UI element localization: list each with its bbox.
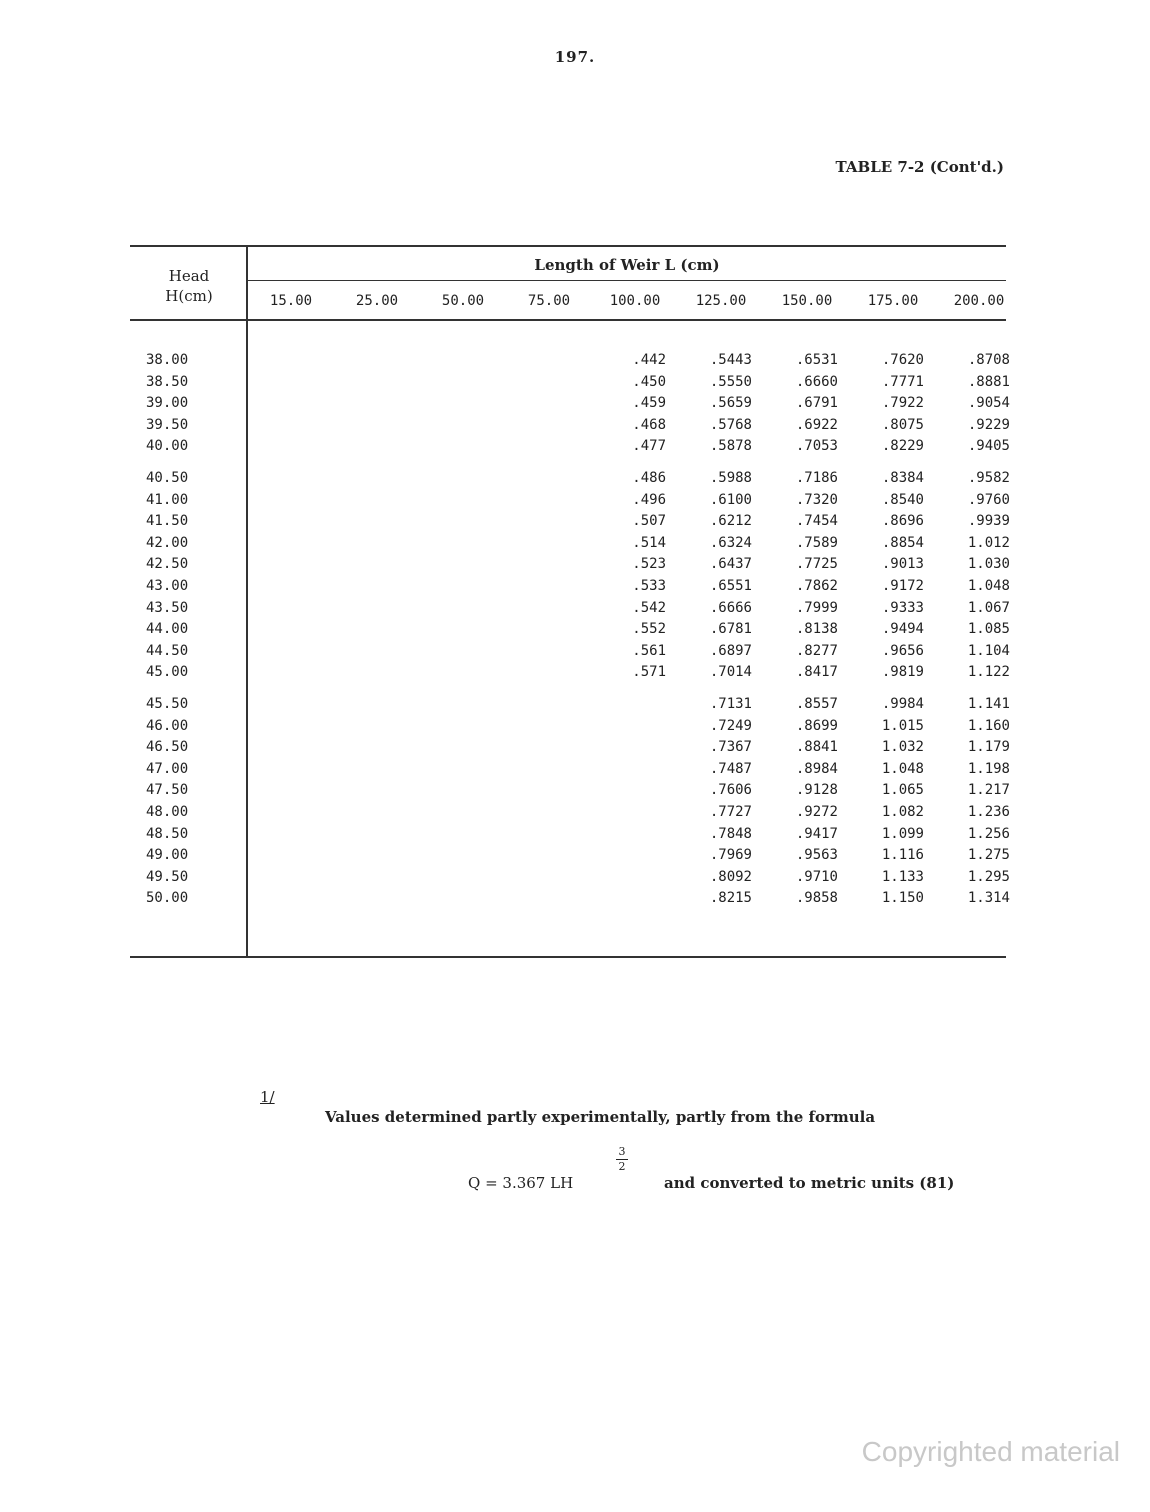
table-row (132, 847, 1010, 867)
table-cell: .8417 (795, 664, 838, 681)
head-value: 40.50 (146, 470, 189, 486)
table-cell: .7186 (795, 470, 838, 486)
table-cell: .8277 (795, 642, 838, 659)
column-header: 150.00 (781, 293, 833, 309)
table-cell: .486 (632, 470, 666, 486)
table-cell: .6791 (795, 395, 838, 412)
column-header: 75.00 (527, 293, 571, 309)
table-cell: .9656 (881, 642, 924, 659)
table-cell: .8540 (881, 491, 924, 508)
table-cell: .6531 (795, 352, 838, 368)
table-cell: 1.198 (967, 760, 1010, 777)
table-cell: .8854 (881, 534, 924, 551)
table-cell: .9939 (967, 513, 1010, 530)
table-cell: .561 (632, 642, 666, 659)
table-cell: .9819 (881, 664, 924, 681)
table-cell: .9494 (881, 621, 924, 638)
weir-length-label: Length of Weir L (cm) (534, 256, 720, 274)
table-row (132, 556, 1010, 576)
table-row (132, 890, 1010, 910)
head-value: 38.00 (146, 352, 189, 368)
table-cell: 1.236 (967, 804, 1010, 820)
head-value: 43.00 (146, 578, 189, 594)
table-cell: .7620 (881, 352, 924, 368)
table-cell: .5659 (709, 395, 752, 412)
head-value: 39.50 (146, 416, 189, 433)
column-header: 100.00 (609, 293, 661, 309)
table-cell: .7727 (709, 804, 752, 820)
table-cell: 1.141 (967, 696, 1010, 712)
table-cell: .7606 (709, 782, 752, 799)
table-row (132, 664, 1010, 684)
table-cell: .542 (632, 599, 666, 616)
table-row (132, 491, 1010, 512)
table-row (132, 621, 1010, 641)
head-value: 38.50 (146, 373, 189, 390)
table-cell: .477 (632, 438, 666, 455)
head-value: 45.00 (146, 664, 189, 681)
table-cell: 1.032 (881, 739, 924, 756)
head-value: 43.50 (146, 599, 189, 616)
table-cell: 1.012 (967, 534, 1010, 551)
table-cell: .8708 (967, 352, 1010, 368)
footnote-mark: 1/ (260, 1088, 275, 1106)
table-cell: .533 (632, 578, 666, 594)
table-cell: 1.122 (967, 664, 1010, 681)
head-value: 45.50 (146, 696, 189, 712)
column-header: 50.00 (441, 293, 485, 309)
table-cell: .7454 (795, 513, 838, 530)
table-cell: 1.104 (967, 642, 1010, 659)
table-row (132, 804, 1010, 824)
table-cell: .9333 (881, 599, 924, 616)
table-cell: 1.082 (881, 804, 924, 820)
table-row (132, 868, 1010, 889)
footnote-text: Values determined partly experimentally, partly from the formula (325, 1108, 876, 1126)
table-cell: .9417 (795, 825, 838, 842)
table-cell: 1.067 (967, 599, 1010, 616)
table-cell: .496 (632, 491, 666, 508)
head-value: 48.00 (146, 804, 189, 820)
formula-exponent (616, 1146, 628, 1173)
head-value: 49.00 (146, 847, 189, 864)
table-cell: .6660 (795, 373, 838, 390)
table-cell: .7771 (881, 373, 924, 390)
table-row (132, 642, 1010, 663)
head-value: 39.00 (146, 395, 189, 412)
table-cell: .459 (632, 395, 666, 412)
table-cell: .523 (632, 556, 666, 573)
table-cell: .7320 (795, 491, 838, 508)
table-row (132, 395, 1010, 415)
formula: Q = 3.367 LH (468, 1174, 574, 1192)
table-cell: .552 (632, 621, 666, 638)
table-cell: 1.048 (881, 760, 924, 777)
head-value: 50.00 (146, 890, 189, 907)
head-value: 47.00 (146, 760, 189, 777)
table-cell: 1.065 (881, 782, 924, 799)
head-value: 49.50 (146, 868, 189, 885)
table-row (132, 438, 1010, 458)
table-cell: .7969 (709, 847, 752, 864)
head-value: 42.00 (146, 534, 189, 551)
table-cell: .9760 (967, 491, 1010, 508)
table-row (132, 696, 1010, 716)
table-cell: .9858 (795, 890, 838, 907)
table-cell: .6897 (709, 642, 752, 659)
table-cell: 1.256 (967, 825, 1010, 842)
table-cell: .468 (632, 416, 666, 433)
table-cell: .507 (632, 513, 666, 530)
exponent-numerator: 3 (618, 1145, 626, 1158)
table-cell: 1.015 (881, 717, 924, 734)
table-cell: .8984 (795, 760, 838, 777)
table-row (132, 373, 1010, 394)
head-value: 40.00 (146, 438, 189, 455)
table-row (132, 513, 1010, 533)
table-row (132, 416, 1010, 437)
head-value: 46.00 (146, 717, 189, 734)
table-cell: .8696 (881, 513, 924, 530)
table-cell: .8229 (881, 438, 924, 455)
table-cell: .7487 (709, 760, 752, 777)
table-cell: .7922 (881, 395, 924, 412)
table-cell: .9128 (795, 782, 838, 799)
table-cell: .571 (632, 664, 666, 681)
table-cell: .8557 (795, 696, 838, 712)
table-cell: 1.133 (881, 868, 924, 885)
table-cell: 1.116 (881, 847, 924, 864)
table-cell: .5878 (709, 438, 752, 455)
page-number: 197. (554, 48, 596, 66)
head-value: 46.50 (146, 739, 189, 756)
table-cell: .6100 (709, 491, 752, 508)
table-cell: .8699 (795, 717, 838, 734)
table-cell: .7131 (709, 696, 752, 712)
table-row (132, 599, 1010, 620)
table-row (132, 578, 1010, 598)
table-cell: .8075 (881, 416, 924, 433)
column-header: 25.00 (355, 293, 399, 309)
table-cell: 1.179 (967, 739, 1010, 756)
table-cell: .6324 (709, 534, 752, 551)
table-row (132, 717, 1010, 738)
table-title: TABLE 7-2 (Cont'd.) (835, 158, 1004, 176)
table-cell: .7249 (709, 717, 752, 734)
table-row (132, 352, 1010, 372)
table-cell: .6781 (709, 621, 752, 638)
table-cell: .450 (632, 373, 666, 390)
table-cell: .9054 (967, 395, 1010, 412)
table-cell: 1.295 (967, 868, 1010, 885)
table-cell: .6666 (709, 599, 752, 616)
table-cell: .9405 (967, 438, 1010, 455)
table-cell: 1.048 (967, 578, 1010, 594)
table-cell: .442 (632, 352, 666, 368)
table-cell: .7862 (795, 578, 838, 594)
table-cell: .7848 (709, 825, 752, 842)
table-cell: .7053 (795, 438, 838, 455)
table-cell: .9013 (881, 556, 924, 573)
head-value: 47.50 (146, 782, 189, 799)
table-cell: .7725 (795, 556, 838, 573)
table-cell: .8881 (967, 373, 1010, 390)
column-header: 200.00 (953, 293, 1005, 309)
table-cell: 1.030 (967, 556, 1010, 573)
head-value: 44.50 (146, 642, 189, 659)
table-cell: 1.085 (967, 621, 1010, 638)
table-cell: .8092 (709, 868, 752, 885)
table-cell: .5550 (709, 373, 752, 390)
table-cell: .5768 (709, 416, 752, 433)
table-cell: .6212 (709, 513, 752, 530)
table-cell: 1.160 (967, 717, 1010, 734)
table-cell: .6922 (795, 416, 838, 433)
copyright-watermark: Copyrighted material (861, 1436, 1120, 1467)
table-cell: 1.150 (881, 890, 924, 907)
table-cell: .7014 (709, 664, 752, 681)
table-row (132, 470, 1010, 490)
table-row (132, 825, 1010, 846)
table-cell: .9563 (795, 847, 838, 864)
table-cell: .6437 (709, 556, 752, 573)
table-cell: .9582 (967, 470, 1010, 486)
head-value: 41.00 (146, 491, 189, 508)
table-cell: .8841 (795, 739, 838, 756)
table-cell: .8215 (709, 890, 752, 907)
table-cell: 1.217 (967, 782, 1010, 799)
table-cell: .8138 (795, 621, 838, 638)
table-cell: 1.099 (881, 825, 924, 842)
table-cell: .514 (632, 534, 666, 551)
table-cell: .7589 (795, 534, 838, 551)
head-value: 41.50 (146, 513, 189, 530)
table-cell: .9172 (881, 578, 924, 594)
head-value: 48.50 (146, 825, 189, 842)
exponent-denominator: 2 (618, 1160, 626, 1173)
head-value: 42.50 (146, 556, 189, 573)
table-cell: .8384 (881, 470, 924, 486)
table-row (132, 739, 1010, 759)
head-value: 44.00 (146, 621, 189, 638)
table-body (132, 0, 1010, 1512)
table-cell: .9984 (881, 696, 924, 712)
table-cell: .7999 (795, 599, 838, 616)
column-header: 125.00 (695, 293, 747, 309)
column-header: 15.00 (269, 293, 313, 309)
table-row (132, 534, 1010, 555)
table-cell: 1.314 (967, 890, 1010, 907)
table-cell: .9710 (795, 868, 838, 885)
column-header: 175.00 (867, 293, 919, 309)
table-cell: .6551 (709, 578, 752, 594)
table-cell: .9229 (967, 416, 1010, 433)
table-cell: 1.275 (967, 847, 1010, 864)
head-label-line1: Head (168, 267, 210, 285)
table-row (132, 760, 1010, 781)
table-row (132, 782, 1010, 802)
formula-tail: and converted to metric units (81) (664, 1174, 955, 1192)
table-cell: .7367 (709, 739, 752, 756)
head-label-line2: H(cm) (165, 287, 213, 305)
table-cell: .9272 (795, 804, 838, 820)
table-cell: .5988 (709, 470, 752, 486)
table-cell: .5443 (709, 352, 752, 368)
